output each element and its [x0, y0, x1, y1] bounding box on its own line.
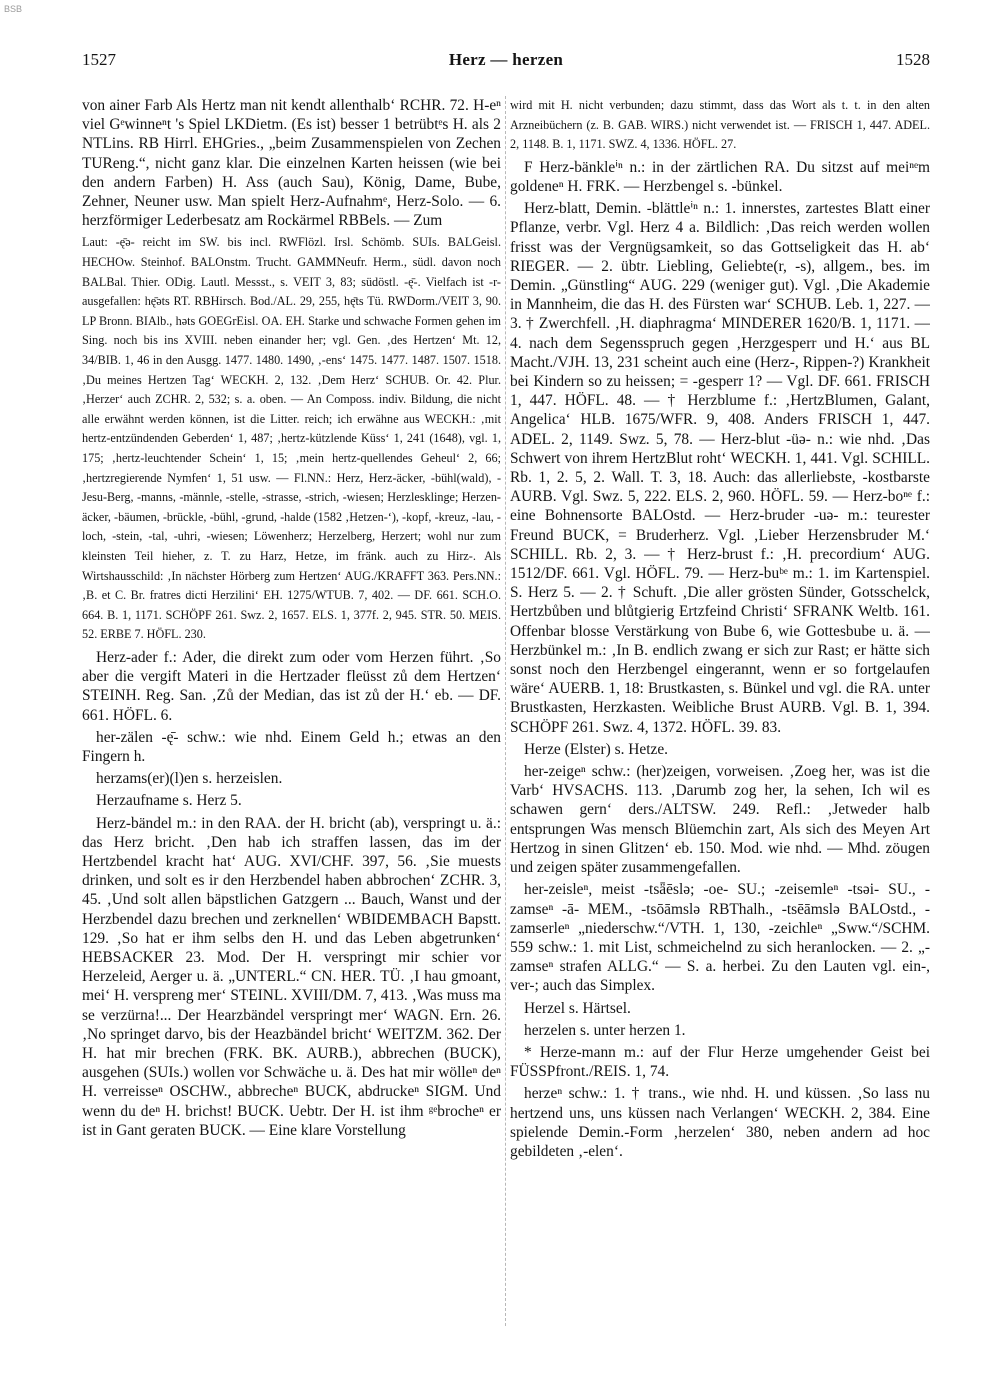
- left-column: [82, 96, 501, 1366]
- dictionary-paragraph: her-zälen -ę̄- schw.: wie nhd. Einem Geld h.; etwas an den Fingern h.: [82, 728, 501, 765]
- running-head: Herz — herzen: [448, 50, 564, 69]
- page-number-left: 1527: [82, 50, 116, 69]
- dictionary-paragraph: Herzaufname s. Herz 5.: [96, 792, 242, 810]
- dictionary-paragraph: * Herze-mann m.: auf der Flur Herze umgehender Geist bei FÜSSPfront./REIS. 1, 74.: [510, 1043, 930, 1081]
- column-divider: [505, 96, 506, 1326]
- dictionary-paragraph: Herzel s. Härtsel.: [524, 999, 631, 1017]
- right-column: [510, 96, 930, 1366]
- dictionary-paragraph: Herz-blatt, Demin. -blättleⁱⁿ n.: 1. innerstes, zartestes Blatt einer Pflanze, verbr. Vgl. Herz 4 a. Bildlich: ‚Das reich werden wollen frisst was der Vergnügsamkeit, so das Gottseligkeit das H. ab‘ RIEGER. — 2. übtr. Liebling, Geliebte(r, -s), allgem., bes. im Demin. „Günstling“ AUG. 229 (weniger gut). Vgl. ‚Die Akademie in Mannheim, die das H. des Fürsten war‘ SCHUB. Leb. 1, 227. — 3. † Zwerchfell. ‚H. diaphragma‘ MINDERER 1620/B. 1, 1171. — 4. nach dem Segensspruch gegen ‚Herzgesperr und H.‘ aus BL Macht./VJH. 13, 231 scheint auch eine (Herz-, Rippen-?) Krankheit bei Kindern so zu heissen; = -gesperr 1? — Vgl. DF. 661. FRISCH 1, 447. HÖFL. 48. — † Herzblume f.: ‚HertzBlumen, Galant, Angelica‘ HLB. 1675/WFR. 9, 408. Anders FRISCH 1, 447. ADEL. 2, 1149. Swz. 5, 78. — Herz-blut -üə- n.: wie nhd. ‚Das Schwert von ihrem HertzBlut roht‘ WECKH. 1, 441. Vgl. SCHILL. Rb. 1, 2. 5, 2. Wall. T. 3, 18. Auch: das allerliebste, -kostbarste AURB. Vgl. Swz. 5, 222. ELS. 2, 960. HÖFL. 59. — Herz-boⁿᵉ f.: eine Bohnensorte BALOstd. — Herz-bruder -uə- m.: teurester Freund BUCK, = Bruderherz. Vgl. ‚Lieber Herzensbruder M.‘ SCHILL. Rb. 2, 3. — † Herz-brust f.: ‚H. precordium‘ AUG. 1512/DF. 661. Vgl. HÖFL. 79. — Herz-buᵇᵉ m.: 1. im Kartenspiel. S. Herz 5. — 2. † Schuft. ‚Die aller grösten Sünder, Gotsschelck, Hertzbůben und blůtgierig Ertzfeind Christi‘ SFRANK Weltb. 161. Offenbar blosse Verstärkung von Bube 6, wie Gottesbube u. ä. — Herzbünkel m.: ‚In B. endlich zwang er sich zur Rast; er hätte sich sonst noch den Herzbengel eingerannt, wenn er so fortgelaufen wäre‘ AUERB. 1, 18: Brustkasten, s. Bünkel und vgl. die RA. unter Brustkasten, Herzkasten. Weibliche Brust AURB. Vgl. B. 1, 394. SCHÖPF 261. Swz. 4, 1372. HÖFL. 39. 83.: [510, 200, 930, 736]
- dictionary-paragraph: Herz-bändel m.: in den RAA. der H. bricht (ab), verspringt u. ä.: das Herz bricht. ‚Den hab ich straffen lassen, das im der Hertzbendel kracht hat‘ AUG. XVI/CHF. 397, 56. ‚Sie muests drinken, und solt es ir den Herzbendel haben abbrochen‘ ZCHR. 3, 45. ‚Und solt allen bäpstlichen Gatzgern ... Bauch, Wanst und der Herzbendel dazu brechen und zerknellen‘ WBIDEMBACH Bapstt. 129. ‚So hat er ihm selbs den H. und das Leben abgetrunken‘ HEBSACKER 23. Mod. Der H. verspringt mir schier vor Herzeleid, Aerger u. ä. „UNTERL.“ CN. HER. TÜ. ‚I hau gmoant, mei‘ H. verspreng mer‘ STEINL. XVIII/DM. 7, 413. ‚Was muss ma se verzürna!... Der Hearzbändel verspringt mer‘ WAGN. Ern. 26. ‚No springet darvo, bis der Heazbändel bricht‘ WEITZM. 362. Der H. hat mir brechen (FRK. BK. AURB.), abbrechen (BUCK), ausgehen (SUIs.) wollen vor Schwäche u. ä. Des hat mir wölleⁿ deⁿ H. verreisseⁿ OSCHW., abbrecheⁿ BUCK, abdruckeⁿ SIGM. Und wenn du deⁿ H. brichst! BUCK. Uebtr. Der H. ist ihm ᵍᵉbrocheⁿ er ist in Gant geraten BUCK. — Eine klare Vorstellung: [82, 814, 501, 1139]
- dictionary-paragraph: herzelen s. unter herzen 1.: [524, 1021, 686, 1039]
- page-header: [82, 50, 930, 74]
- library-stamp: BSB: [4, 4, 23, 14]
- dictionary-paragraph: Herze (Elster) s. Hetze.: [524, 740, 668, 758]
- dictionary-paragraph: herzams(er)(l)en s. herzeislen.: [96, 770, 283, 788]
- dictionary-paragraph: F Herz-bänkleⁱⁿ n.: in der zärtlichen RA. Du sitzst auf meiⁿᵉm goldeneⁿ H. FRK. — Herzbengel s. -bünkel.: [510, 158, 930, 195]
- dictionary-paragraph: Laut: -ę̄ə- reicht im SW. bis incl. RWFlözl. Irsl. Schömb. SUIs. BALGeisl. HECHOw. Steinhof. BALOnstm. Trucht. GAMMNeufr. Herm., südl. davon noch BALBal. Thier. ODig. Lautl. Messst., s. VEIT 3, 83; südöstl. -ę̄-. Vielfach ist -r- ausgefallen: hę̄əts RT. RBHirsch. Bod./AL. 29, 255, hę̄ts Tü. RWDorm./VEIT 3, 90. LP Bronn. BIAlb., həts GOEGrEisl. OA. EH. Starke und schwache Formen gehen im Sing. noch bis ins XVIII. neben einander her; vgl. Gen. ‚des Hertzen‘ Mt. 12, 34/BIB. 1, 46 in den Ausgg. 1477. 1480. 1490, ‚-ens‘ 1475. 1477. 1487. 1507. 1518. ‚Du meines Hertzen Tag‘ WECKH. 2, 132. ‚Dem Herz‘ SCHUB. Or. 42. Plur. ‚Herzer‘ auch ZCHR. 2, 532; s. a. oben. — An Composs. indiv. Bildung, die nicht alle erwähnt werden können, ist die Litter. reich; ich erwähne aus WECKH.: ‚mit hertz-entzündenden Geberden‘ 1, 487; ‚hertz-kützlende Küss‘ 1, 241 (1648), vgl. 1, 175; ‚hertz-leuchtender Schein‘ 1, 15; ‚mein hertz-quellendes Geheul‘ 2, 66; ‚hertzregierende Nymfen‘ 1, 51 usw. — Fl.NN.: Herz, Herz-äcker, -bühl(wald), -Jesu-Berg, -manns, -männle, -stelle, -strasse, -strich, -wiesen; Herzlesklinge; Herzen-äcker, -bäumen, -brückle, -bühl, -grund, -halde (1582 ‚Hetzen-‘), -kopf, -kreuz, -lau, -loch, -stein, -tal, -uhri, -wiesen; Löwenherz; Herzelberg, Herzert; wohl nur zum kleinsten Teil hieher, z. T. zu Harz, Hetze, im fränk. auch zu Hirz-. Als Wirtshausschild: ‚In nächster Hörberg zum Hertzen‘ AUG./KRAFFT 363. Pers.NN.: ‚B. et C. Br. fratres dicti Herzilini‘ EH. 1275/WTUB. 7, 402. — DF. 661. SCH.O. 664. B. 1, 1171. SCHÖPF 261. Swz. 2, 1657. ELS. 1, 377f. 2, 945. STR. 50. MEIS. 52. ERBE 7. HÖFL. 230.: [82, 235, 501, 642]
- dictionary-paragraph: wird mit H. nicht verbunden; dazu stimmt, dass das Wort als t. t. in den alten Arzneibüchern (z. B. GAB. WIRS.) nicht verwendet ist. — FRISCH 1, 447. ADEL. 2, 1148. B. 1, 1171. SWZ. 4, 1336. HÖFL. 27.: [510, 98, 930, 152]
- dictionary-paragraph: herzeⁿ schw.: 1. † trans., wie nhd. H. und küssen. ‚So lass nu hertzend uns, uns küssen nach Verlangen‘ WECKH. 2, 384. Eine spielende Demin.-Form ‚herzelen‘ 380, neben andern ad hoc gebildeten ‚-elen‘.: [510, 1085, 930, 1160]
- page-number-right: 1528: [896, 50, 930, 69]
- dictionary-paragraph: her-zeigeⁿ schw.: (her)zeigen, vorweisen. ‚Zoeg her, was ist die Varb‘ HVSACHS. 113. ‚Darumb zog her, la sehen, Ich wil es schawen gern‘ ders./ALTSW. 249. Refl.: ‚Jetweder halb entsprungen Was mensch Blüemchin zart, Als sich des Meyen Art Hertzog in sinen Glitzen‘ eb. 150. Mod. wie nhd. — Mhd. zöugen und zeigen später zusammengefallen.: [510, 763, 930, 877]
- dictionary-paragraph: von ainer Farb Als Hertz man nit kendt allenthalb‘ RCHR. 72. H-eⁿ viel Gᵉwinneⁿt 's Spiel LKDietm. (Es ist) besser 1 betrübtᵉs H. als 2 NTLins. RB Hirrl. EHGries., „beim Zusammenspielen von Zechen TUReng.“, nicht ganz klar. Die einzelnen Karten heissen (wie bei den andern Farben) H. Ass (auch Sau), König, Dame, Bube, Zehner, Neuner usw. Man spielt Herz-Aufnahmᵉ, Herz-Solo. — 6. herzförmiger Lederbesatz am Rockärmel RBBels. — Zum: [82, 97, 501, 230]
- dictionary-paragraph: Herz-ader f.: Ader, die direkt zum oder vom Herzen führt. ‚So aber die vergift Materi in die Hertzader fleüsst zů dem Hertzen‘ STEINH. Reg. San. ‚Zů der Median, das ist zů der H.‘ eb. — DF. 661. HÖFL. 6.: [82, 648, 501, 724]
- dictionary-paragraph: her-zeisleⁿ, meist -tsǟēslə; -oe- SU.; -zeisemleⁿ -tsəi- SU., -zamseⁿ -ā- MEM., -tsōāmslə RBThalh., -tsēāmslə BALOstd., -zamserleⁿ „niederschw.“/VTH. 1, 130, -zeichleⁿ „Sww.“/SCHM. 559 schw.: 1. mit List, schmeichelnd zu sich heranlocken. — 2. „-zamseⁿ strafen ALLG.“ — S. a. herbei. Zu den Lauten vgl. ein-, ver-; auch das Simplex.: [510, 881, 930, 995]
